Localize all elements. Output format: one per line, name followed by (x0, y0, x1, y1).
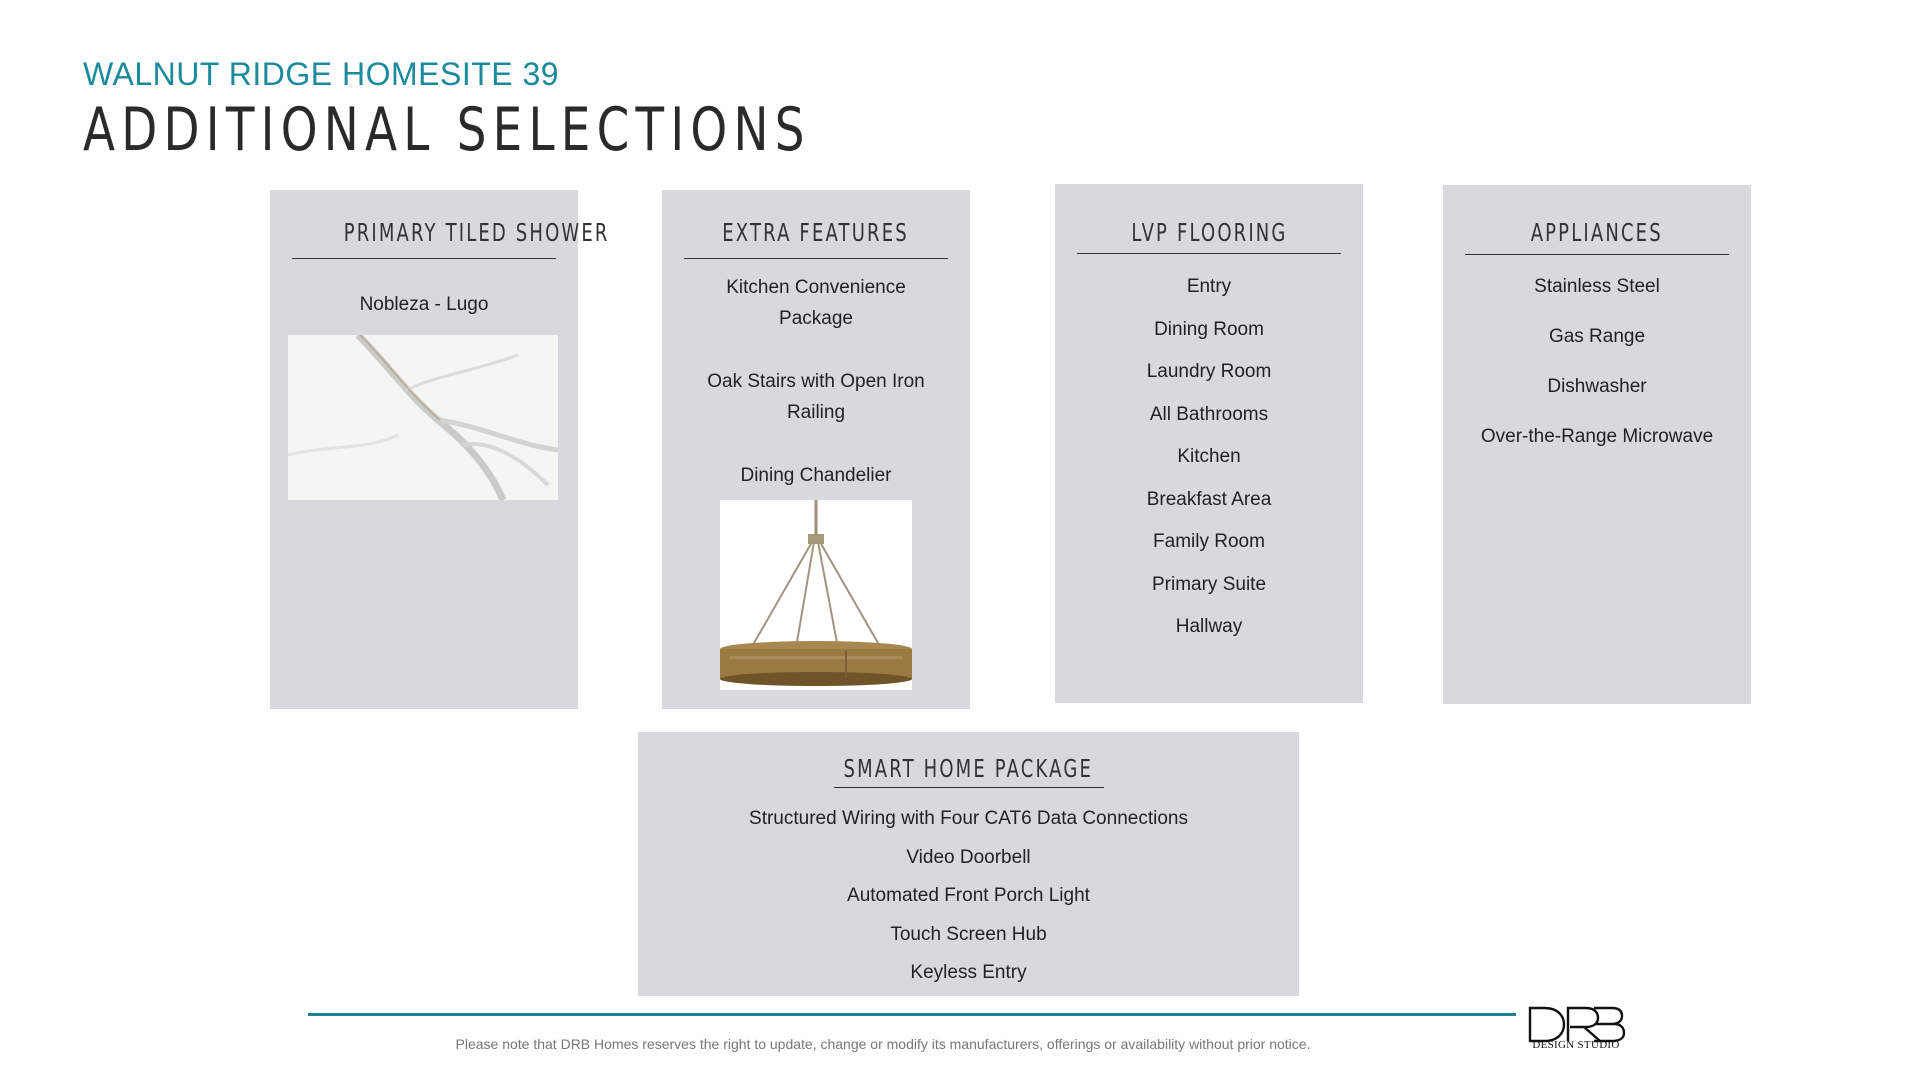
list-item: Primary Suite (1151, 574, 1267, 595)
list-item: Laundry Room (1146, 361, 1272, 382)
list-item: All Bathrooms (1149, 404, 1269, 425)
card-heading: EXTRA FEATURES (722, 218, 910, 247)
list-item: Keyless Entry (910, 962, 1027, 983)
card-heading: APPLIANCES (1530, 218, 1664, 247)
list-item: Stainless Steel (1534, 276, 1660, 297)
list-item: Hallway (1175, 616, 1243, 637)
list-item: Automated Front Porch Light (847, 885, 1090, 906)
list-item: Video Doorbell (906, 847, 1031, 868)
heading-divider (834, 787, 1104, 788)
card-heading: SMART HOME PACKAGE (843, 754, 1094, 783)
list-item: Nobleza - Lugo (359, 294, 489, 315)
list-item: Dining Chandelier (740, 465, 892, 486)
heading-divider (684, 258, 948, 259)
card-lvp-flooring (1055, 184, 1363, 703)
card-heading: LVP FLOORING (1130, 218, 1288, 247)
logo-subtitle: DESIGN STUDIO (1532, 1039, 1620, 1051)
chandelier-image (720, 500, 912, 690)
page-title: ADDITIONAL SELECTIONS (83, 95, 811, 165)
card-heading: PRIMARY TILED SHOWER (343, 218, 610, 247)
list-item: Package (779, 308, 853, 329)
heading-divider (1077, 253, 1341, 254)
list-item: Railing (786, 402, 846, 423)
heading-divider (292, 258, 556, 259)
list-item: Over-the-Range Microwave (1480, 426, 1714, 447)
list-item: Kitchen Convenience (726, 277, 906, 298)
list-item: Oak Stairs with Open Iron (707, 371, 925, 392)
card-smart-home-package (638, 732, 1299, 996)
card-appliances (1443, 185, 1751, 704)
list-item: Entry (1186, 276, 1232, 297)
marble-tile-image (288, 335, 558, 500)
list-item: Kitchen (1177, 446, 1241, 467)
list-item: Structured Wiring with Four CAT6 Data Connections (749, 808, 1188, 829)
footer-disclaimer: Please note that DRB Homes reserves the right to update, change or modify its manufacturers, offerings or availability without prior notice. (455, 1036, 1311, 1052)
list-item: Family Room (1153, 531, 1265, 552)
card-extra-features (662, 190, 970, 709)
page-subtitle: WALNUT RIDGE HOMESITE 39 (83, 56, 560, 92)
list-item: Dishwasher (1547, 376, 1647, 397)
list-item: Gas Range (1548, 326, 1646, 347)
list-item: Dining Room (1154, 319, 1264, 340)
footer-divider (308, 1013, 1516, 1016)
heading-divider (1465, 254, 1729, 255)
card-primary-tiled-shower (270, 190, 610, 709)
list-item: Touch Screen Hub (890, 924, 1047, 945)
list-item: Breakfast Area (1146, 489, 1272, 510)
